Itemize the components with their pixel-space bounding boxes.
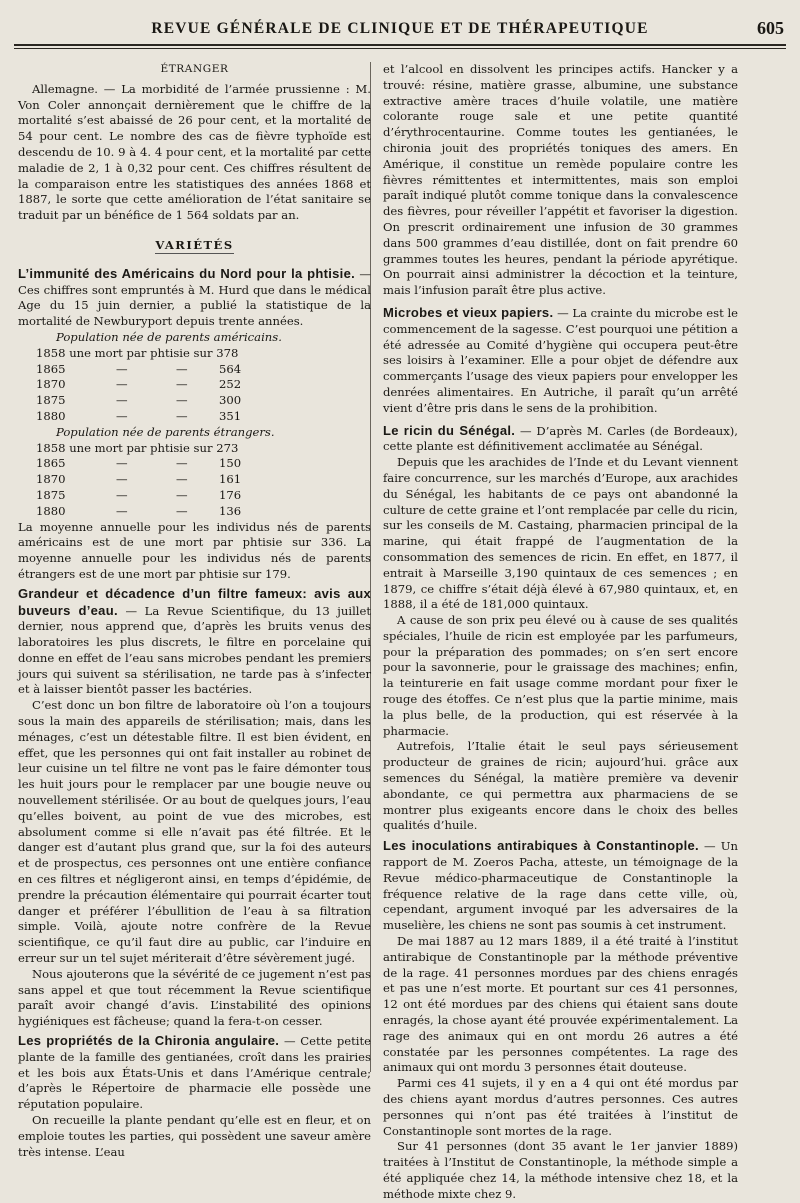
row-dash: — — [116, 487, 128, 502]
immunite-title: L’immunité des Américains du Nord pour la phtisie. — [18, 265, 356, 281]
row-year: 1880 — [36, 503, 66, 518]
row-dash: — — [116, 393, 128, 408]
immunite-conclusion: La moyenne annuelle pour les individus nés de parents américains est de une mort par phtisie sur 336. La moyenne annuelle pour les individus nés de parents étrangers est de une mort par phtisie sur 179. — [18, 519, 371, 581]
row-value: 150 — [219, 456, 242, 471]
row-year: 1870 — [36, 472, 66, 487]
row-value: 564 — [219, 361, 242, 376]
row-dash: — — [176, 393, 188, 408]
ricin-text: — D’après M. Carles (de Bordeaux), cette plante est définitivement acclimatée au Sénégal. — [383, 423, 738, 454]
table-row — [36, 488, 371, 504]
row-dash: — — [116, 361, 128, 376]
microbes-article — [383, 305, 738, 417]
row-value: 252 — [219, 377, 242, 392]
ricin-paragraph-4: Autrefois, l’Italie était le seul pays sérieusement producteur de graines de ricin; aujourd’hui. grâce aux semences du Sénégal, la matière première va devenir abondante, ce qui permettra aux pharmaciens de se montrer plus exigeants encore dans le choix des belles qualités d’huile. — [383, 739, 738, 833]
left-column — [18, 62, 371, 1160]
ricin-paragraph-2: Depuis que les arachides de l’Inde et du Levant viennent faire concurrence, sur les marchés d’Europe, aux arachides du Sénégal, les habitants de ce pays ont abandonné la culture de cette graine et l’ont remplacée par celle du ricin, sur les conseils de M. Castaing, pharmacien principal de la marine, qui était frappé de l’augmentation de la consommation des semences de ricin. En effet, en 1877, il entrait à Marseille 3,190 quintaux de ces semences ; en 1879, ce chiffre s’était déjà élevé à 67,980 quintaux, et, en 1888, il a été de 181,000 quintaux. — [383, 455, 738, 612]
row-value: 136 — [219, 503, 242, 518]
row-year: 1865 — [36, 456, 66, 471]
row-dash: — — [176, 472, 188, 487]
immunite-text: — Ces chiffres sont empruntés à M. Hurd que dans le médical Age du 15 juin dernier, a publié la statistique de la mortalité de Newburyport depuis trente années. — [18, 266, 371, 329]
ricin-title: Le ricin du Sénégal. — [383, 422, 516, 438]
table-american-heading: Population née de parents américains. — [56, 329, 282, 344]
row-year: 1875 — [36, 393, 66, 408]
chironia-text: — Cette petite plante de la famille des gentianées, croît dans les prairies et les bois aux États-Unis et dans l’Amérique centrale; d’après le Répertoire de pharmacie elle possède une réputation populaire. — [18, 1034, 372, 1112]
table-row — [36, 393, 371, 409]
row-value: 300 — [219, 393, 242, 408]
row-dash: — — [176, 456, 188, 471]
inoculations-paragraph-2: De mai 1887 au 12 mars 1889, il a été traité à l’institut antirabique de Constantinople par la méthode préventive de la rage. 41 personnes mordues par des chiens enragés et pas une n’est morte. Et pourtant sur ces 41 personnes, 12 ont été mordues par des chiens qui étaient sans doute enragés, la chose ayant été prouvée expérimentalement. La rage des animaux qui en ont mordu 26 autres a été constatée par les personnes compétentes. La rage des animaux qui ont mordu 3 personnes était douteuse. — [383, 934, 738, 1075]
section-varietes — [18, 238, 371, 254]
filtre-text: — La Revue Scientifique, du 13 juillet dernier, nous apprend que, d’après les bruits venus des laboratoires les plus discrets, le filtre en porcelaine qui donne en effet de l’eau sans microbes pendant les premiers jours qui suivent sa stérilisation, ne tarde pas à s’infecter et à laisser bientôt passer les bactéries. — [18, 603, 372, 697]
table-foreign-first-row: 1858 une mort par phtisie sur 273 — [36, 440, 239, 455]
header-rule — [14, 44, 786, 49]
row-dash: — — [176, 503, 188, 518]
filtre-paragraph-3: Nous ajouterons que la sévérité de ce jugement n’est pas sans appel et que tout récemment la Revue scientifique paraît avoir changé d’avis. L’instabilité des opinions hygiéniques est fâcheuse; quand la fera-t-on cesser. — [18, 966, 371, 1029]
row-dash: — — [116, 456, 128, 471]
page-header — [16, 14, 784, 40]
row-dash: — — [176, 408, 188, 423]
table-row — [36, 504, 371, 520]
inoculations-title: Les inoculations antirabiques à Constantinople. — [383, 838, 699, 854]
section-etranger: ÉTRANGER — [160, 63, 229, 75]
table-row — [36, 456, 371, 472]
section-varietes-label: VARIÉTÉS — [155, 237, 234, 252]
chironia-paragraph-2: On recueille la plante pendant qu’elle est en fleur, et on emploie toutes les parties, qui possèdent une saveur amère très intense. L’eau — [18, 1113, 371, 1159]
row-value: 176 — [219, 487, 242, 502]
row-year: 1870 — [36, 377, 66, 392]
row-value: 351 — [219, 408, 242, 423]
inoculations-text: — Un rapport de M. Zoeros Pacha, atteste, un témoignage de la Revue médico-pharmaceutique de Constantinople la fréquence relative de la rage dans cette ville, où, cependant, argument invoqué par les adversaires de la muselière, les chiens ne sont pas soumis à cet instrument. — [383, 839, 738, 933]
microbes-text: — La crainte du microbe est le commencement de la sagesse. C’est pourquoi une pétition a été adressée au Comité d’hygiène qui occupera peut-être ses loisirs à l’examiner. Elle a pour objet de défendre aux commerçants l’usage des vieux papiers pour envelopper les denrées alimentaires. En Autriche, il paraît qu’un arrêté vient d’être pris dans le sens de la prohibition. — [383, 305, 739, 415]
row-value: 161 — [219, 472, 242, 487]
chironia-article — [18, 1033, 371, 1113]
row-dash: — — [176, 377, 188, 392]
filtre-paragraph-2: C’est donc un bon filtre de laboratoire où l’on a toujours sous la main des appareils de stérilisation; mais, dans les ménages, c’est un détestable filtre. Il est bien évident, en effet, que les personnes qui ont fait installer au robinet de leur cuisine un tel filtre ne vont pas le faire démonter tous les huit jours pour le remplacer par une bougie neuve ou nouvellement stérilisée. Or au bout de quelques jours, l’eau qu’elles boivent, au point de vue des microbes, est absolument comme si elle n’avait pas été filtrée. Et le danger est d’autant plus grand que, sur la foi des auteurs et de prospectus, ces personnes ont une entière confiance en ces filtres et négligeront ainsi, en temps d’épidémie, de prendre la précaution élémentaire qui pourrait écarter tout danger et préférer l’ébullition de l’eau à sa filtration simple. Voilà, ajoute notre confrère de la Revue scientifique, ce qu’il faut dire au public, car l’induire en erreur sur un tel sujet mériterait d’être sévèrement jugé. — [18, 698, 371, 966]
chironia-title: Les propriétés de la Chironia angulaire. — [18, 1033, 280, 1049]
microbes-title: Microbes et vieux papiers. — [383, 304, 554, 320]
row-dash: — — [176, 361, 188, 376]
table-row — [36, 362, 371, 378]
row-year: 1880 — [36, 408, 66, 423]
row-dash: — — [116, 377, 128, 392]
filtre-article — [18, 586, 371, 699]
row-dash: — — [116, 472, 128, 487]
filtre-title: Grandeur et décadence d’un filtre fameux: avis aux buveurs d’eau. — [18, 585, 371, 618]
table-foreign-heading: Population née de parents étrangers. — [56, 424, 275, 439]
table-row — [36, 472, 371, 488]
right-column — [383, 62, 738, 1203]
ricin-paragraph-3: A cause de son prix peu élevé ou à cause de ses qualités spéciales, l’huile de ricin est employée par les parfumeurs, pour la préparation des pommades; on s’en sert encore pour la savonnerie, pour le graissage des machines; enfin, la teinturerie en fait usage comme mordant pour fixer le rouge des étoffes. Ce n’est plus que la partie minime, mais la plus belle, de la production, qui est réservée à la pharmacie. — [383, 613, 738, 738]
ricin-article — [383, 423, 738, 456]
table-american-parents — [36, 330, 371, 520]
inoculations-article — [383, 838, 738, 934]
inoculations-paragraph-4: Sur 41 personnes (dont 35 avant le 1er janvier 1889) traitées à l’Institut de Constantinople, la méthode simple a été appliquée chez 14, la méthode intensive chez 18, et la méthode mixte chez 9. — [383, 1139, 738, 1201]
table-row — [36, 377, 371, 393]
immunite-article — [18, 266, 371, 330]
table-row — [36, 409, 371, 425]
running-title: REVUE GÉNÉRALE DE CLINIQUE ET DE THÉRAPEUTIQUE — [151, 20, 649, 37]
allemagne-paragraph: Allemagne. — La morbidité de l’armée prussienne : M. Von Coler annonçait dernièrement que le chiffre de la mortalité s’est abaissé de 26 pour cent, et la mortalité de 54 pour cent. Le nombre des cas de fièvre typhoïde est descendu de 10. 9 à 4. 4 pour cent, et la mortalité par cette maladie de 2, 1 à 0,32 pour cent. Ces chiffres résultent de la comparaison entre les statistiques des années 1868 et 1887, le sorte que cette amélioration de l’état sanitaire se traduit par un bénéfice de 1 564 soldats par an. — [18, 81, 371, 223]
row-year: 1875 — [36, 487, 66, 502]
row-dash: — — [116, 408, 128, 423]
table-american-first-row: 1858 une mort par phtisie sur 378 — [36, 345, 239, 360]
row-dash: — — [176, 487, 188, 502]
page-number: 605 — [757, 18, 784, 38]
inoculations-paragraph-3: Parmi ces 41 sujets, il y en a 4 qui ont été mordus par des chiens ayant mordus d’autres personnes. Ces autres personnes qui n’ont pas été traitées à l’institut de Constantinople sont mortes de la rage. — [383, 1076, 738, 1138]
row-year: 1865 — [36, 361, 66, 376]
row-dash: — — [116, 503, 128, 518]
chironia-continued: et l’alcool en dissolvent les principes actifs. Hancker y a trouvé: résine, matière grasse, albumine, une substance extractive amère traces d’huile volatile, une matière colorante rouge sale et une petite quantité d’érythrocentaurine. Comme toutes les gentianées, le chironia jouit des propriétés toniques des amers. En Amérique, il constitue un remède populaire contre les fièvres rémittentes et intermittentes, mais son emploi paraît indiqué plutôt comme tonique dans la convalescence des fièvres, pour réveiller l’appétit et favoriser la digestion. On prescrit ordinairement une infusion de 30 grammes dans 500 grammes d’eau distillée, dont on fait prendre 60 grammes toutes les heures, pendant la période apyrétique. On pourrait ainsi administrer la décoction et la teinture, mais l’infusion paraît être plus active. — [383, 62, 738, 298]
